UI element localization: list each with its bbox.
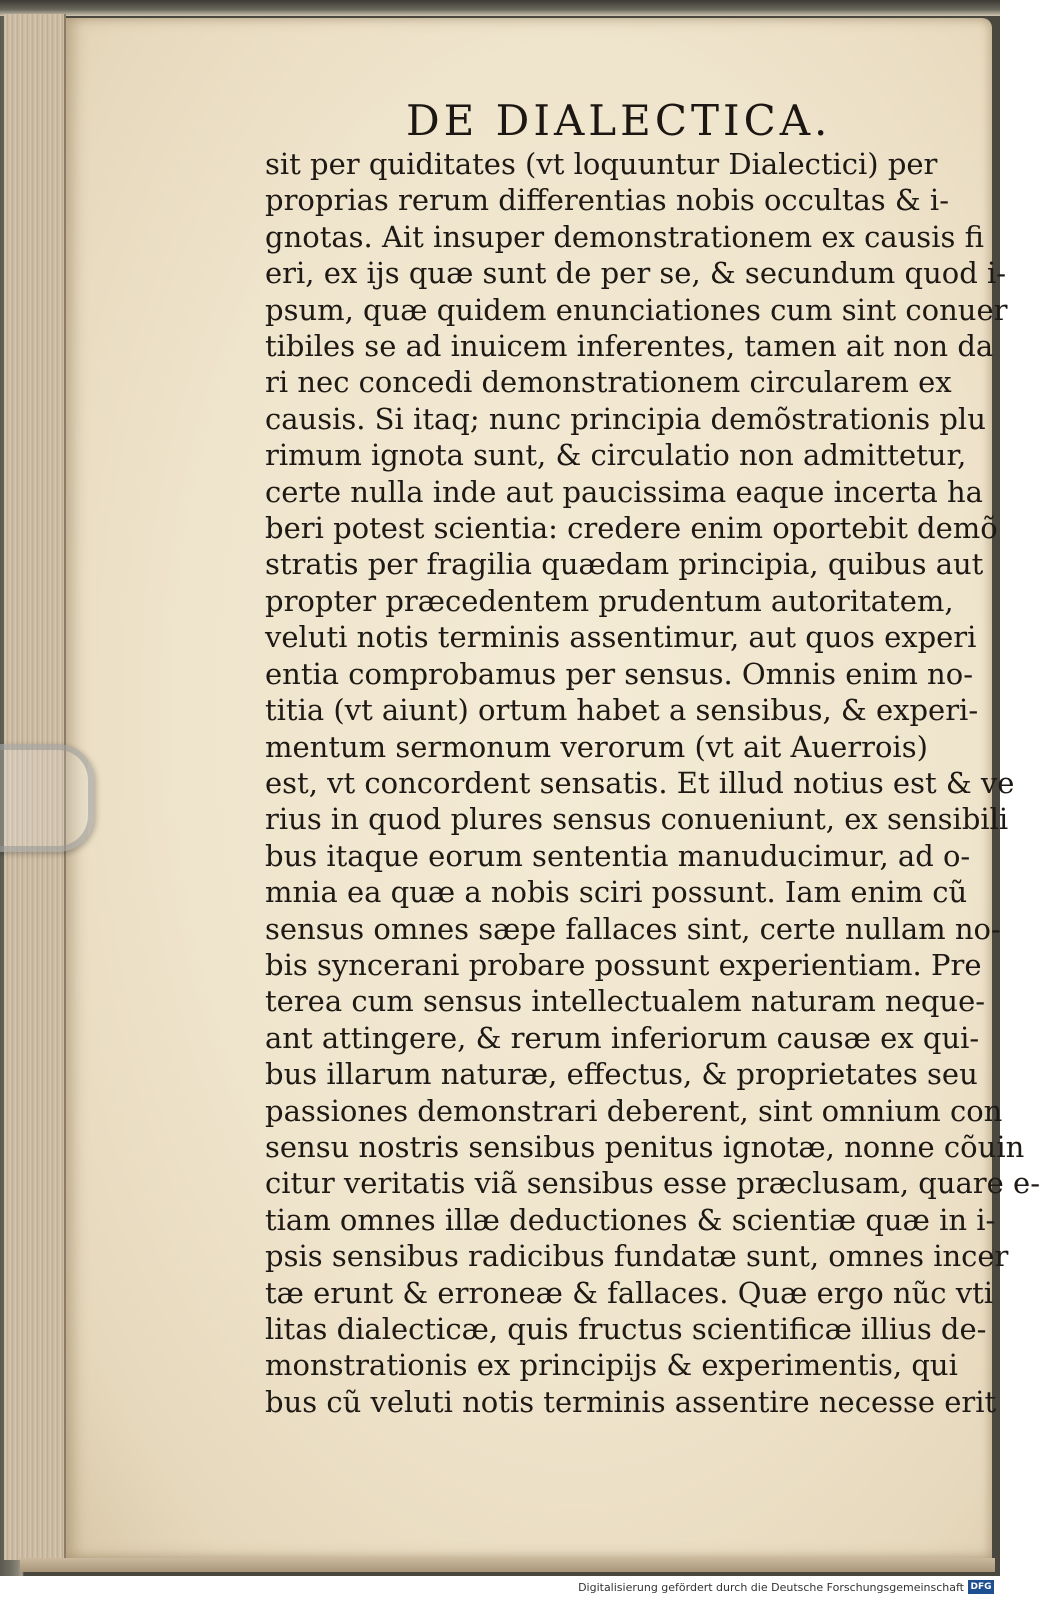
body-text <box>265 146 1040 1420</box>
text-line: proprias rerum differentias nobis occultas & i- <box>265 183 950 218</box>
text-line: ant attingere, & rerum inferiorum causæ ex qui- <box>265 1020 980 1055</box>
dfg-logo: DFG <box>968 1580 994 1594</box>
text-line: sensu nostris sensibus penitus ignotæ, nonne cõuin <box>265 1129 1025 1164</box>
text-line: certe nulla inde aut paucissima eaque incerta ha <box>265 474 983 509</box>
text-line: passiones demonstrari deberent, sint omnium con <box>265 1093 1003 1128</box>
text-line: eri, ex ijs quæ sunt de per se, & secundum quod i- <box>265 256 1007 291</box>
text-line: beri potest scientia: credere enim oportebit demõ <box>265 511 998 546</box>
text-line: bus illarum naturæ, effectus, & proprietates seu <box>265 1057 978 1092</box>
text-line: tibiles se ad inuicem inferentes, tamen ait non da <box>265 329 994 364</box>
text-line: bus cũ veluti notis terminis assentire necesse erit <box>265 1384 997 1419</box>
page-clip <box>0 744 94 852</box>
text-line: psum, quæ quidem enunciationes cum sint conuer <box>265 292 1008 327</box>
text-line: sit per quiditates (vt loquuntur Dialectici) per <box>265 147 938 181</box>
text-line: gnotas. Ait insuper demonstrationem ex causis fi <box>265 219 984 254</box>
text-line: monstrationis ex principijs & experimentis, qui <box>265 1348 958 1383</box>
text-line: est, vt concordent sensatis. Et illud notius est & ve <box>265 765 1015 800</box>
text-line: mnia ea quæ a nobis sciri possunt. Iam enim cũ <box>265 875 968 910</box>
text-line: bis syncerani probare possunt experientiam. Pre <box>265 947 982 982</box>
text-line: citur veritatis viã sensibus esse præclusam, quare e- <box>265 1166 1040 1201</box>
text-line: rimum ignota sunt, & circulatio non admittetur, <box>265 438 967 473</box>
footer-bar <box>0 1576 1000 1600</box>
text-line: terea cum sensus intellectualem naturam neque- <box>265 984 986 1019</box>
text-line: rius in quod plures sensus conueniunt, ex sensibili <box>265 802 1009 837</box>
running-header: DE DIALECTICA. <box>406 96 832 145</box>
scan-top-edge <box>0 0 1000 16</box>
text-line: causis. Si itaq; nunc principia demõstrationis plu <box>265 401 986 436</box>
text-line: stratis per fragilia quædam principia, quibus aut <box>265 547 984 582</box>
text-line: sensus omnes sæpe fallaces sint, certe nullam no- <box>265 911 1001 946</box>
text-line: mentum sermonum verorum (vt ait Auerrois) <box>265 729 928 764</box>
funding-credit: Digitalisierung gefördert durch die Deutsche Forschungsgemeinschaft <box>578 1581 964 1594</box>
text-line: tæ erunt & erroneæ & fallaces. Quæ ergo nũc vti <box>265 1275 994 1310</box>
text-line: tiam omnes illæ deductiones & scientiæ quæ in i- <box>265 1202 996 1237</box>
text-line: ri nec concedi demonstrationem circularem ex <box>265 365 952 400</box>
book-bottom-edge <box>20 1558 995 1572</box>
text-line: entia comprobamus per sensus. Omnis enim no- <box>265 656 973 691</box>
text-line: propter præcedentem prudentum autoritatem, <box>265 583 954 618</box>
text-line: litas dialecticæ, quis fructus scientificæ illius de- <box>265 1312 987 1346</box>
text-line: titia (vt aiunt) ortum habet a sensibus, & experi- <box>265 693 979 728</box>
text-line: psis sensibus radicibus fundatæ sunt, omnes incer <box>265 1239 1009 1274</box>
text-line: veluti notis terminis assentimur, aut quos experi <box>265 620 977 655</box>
text-line: bus itaque eorum sententia manuducimur, ad o- <box>265 838 971 873</box>
